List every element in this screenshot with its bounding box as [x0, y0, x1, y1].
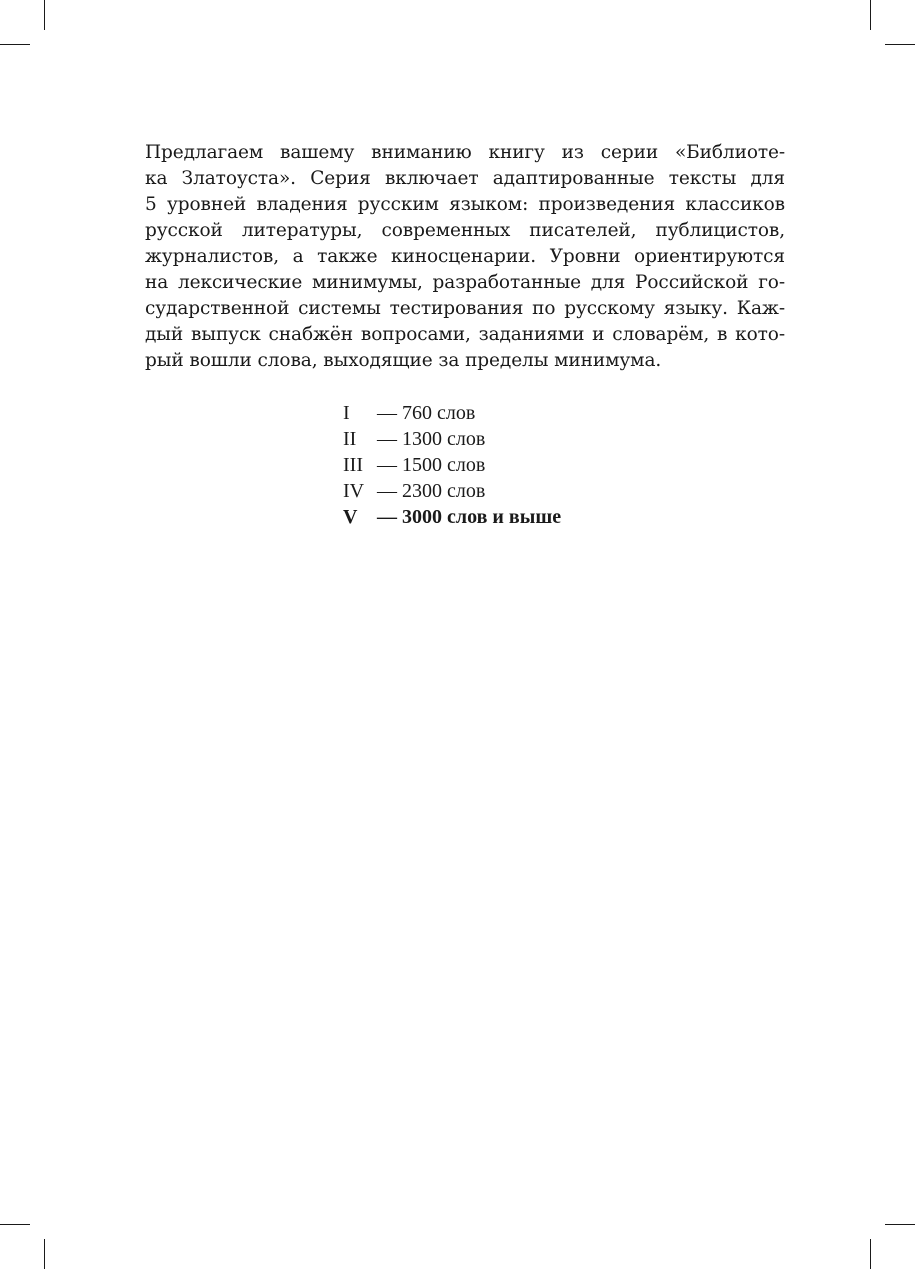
level-numeral: V	[343, 506, 358, 528]
paragraph-line: на лексические минимумы, разработанные для Российской го-	[145, 272, 785, 293]
level-item-current	[343, 504, 561, 530]
paragraph-line: сударственной системы тестирования по русскому языку. Каж-	[145, 298, 785, 319]
level-word-count: — 760 слов	[377, 402, 476, 424]
level-word-count: — 3000 слов и выше	[377, 506, 562, 528]
level-item	[343, 400, 561, 426]
level-word-count: — 1500 слов	[377, 454, 486, 476]
level-numeral: II	[343, 428, 357, 450]
crop-mark-top-left-vertical	[44, 0, 45, 30]
crop-mark-bottom-right-horizontal	[885, 1224, 915, 1225]
paragraph-line: ка Златоуста». Серия включает адаптированные тексты для	[145, 168, 785, 189]
level-item	[343, 478, 561, 504]
level-numeral: IV	[343, 480, 365, 502]
paragraph-line: журналистов, а также киносценарии. Уровни ориентируются	[145, 246, 785, 267]
level-numeral: III	[343, 454, 363, 476]
crop-mark-bottom-left-horizontal	[0, 1224, 30, 1225]
paragraph-line: рый вошли слова, выходящие за пределы минимума.	[145, 350, 662, 371]
crop-mark-bottom-right-vertical	[870, 1239, 871, 1269]
paragraph-line: Предлагаем вашему вниманию книгу из серии «Библиоте-	[145, 142, 785, 163]
crop-mark-top-right-horizontal	[885, 44, 915, 45]
intro-paragraph	[145, 140, 785, 374]
level-word-count: — 2300 слов	[377, 480, 486, 502]
paragraph-line: 5 уровней владения русским языком: произведения классиков	[145, 194, 785, 215]
level-word-count: — 1300 слов	[377, 428, 486, 450]
crop-mark-bottom-left-vertical	[44, 1239, 45, 1269]
level-numeral: I	[343, 402, 350, 424]
paragraph-line: русской литературы, современных писателей, публицистов,	[145, 220, 785, 241]
level-item	[343, 452, 561, 478]
paragraph-line: дый выпуск снабжён вопросами, заданиями и словарём, в кото-	[145, 324, 785, 345]
level-item	[343, 426, 561, 452]
crop-mark-top-left-horizontal	[0, 44, 30, 45]
crop-mark-top-right-vertical	[870, 0, 871, 30]
levels-list	[343, 400, 561, 530]
